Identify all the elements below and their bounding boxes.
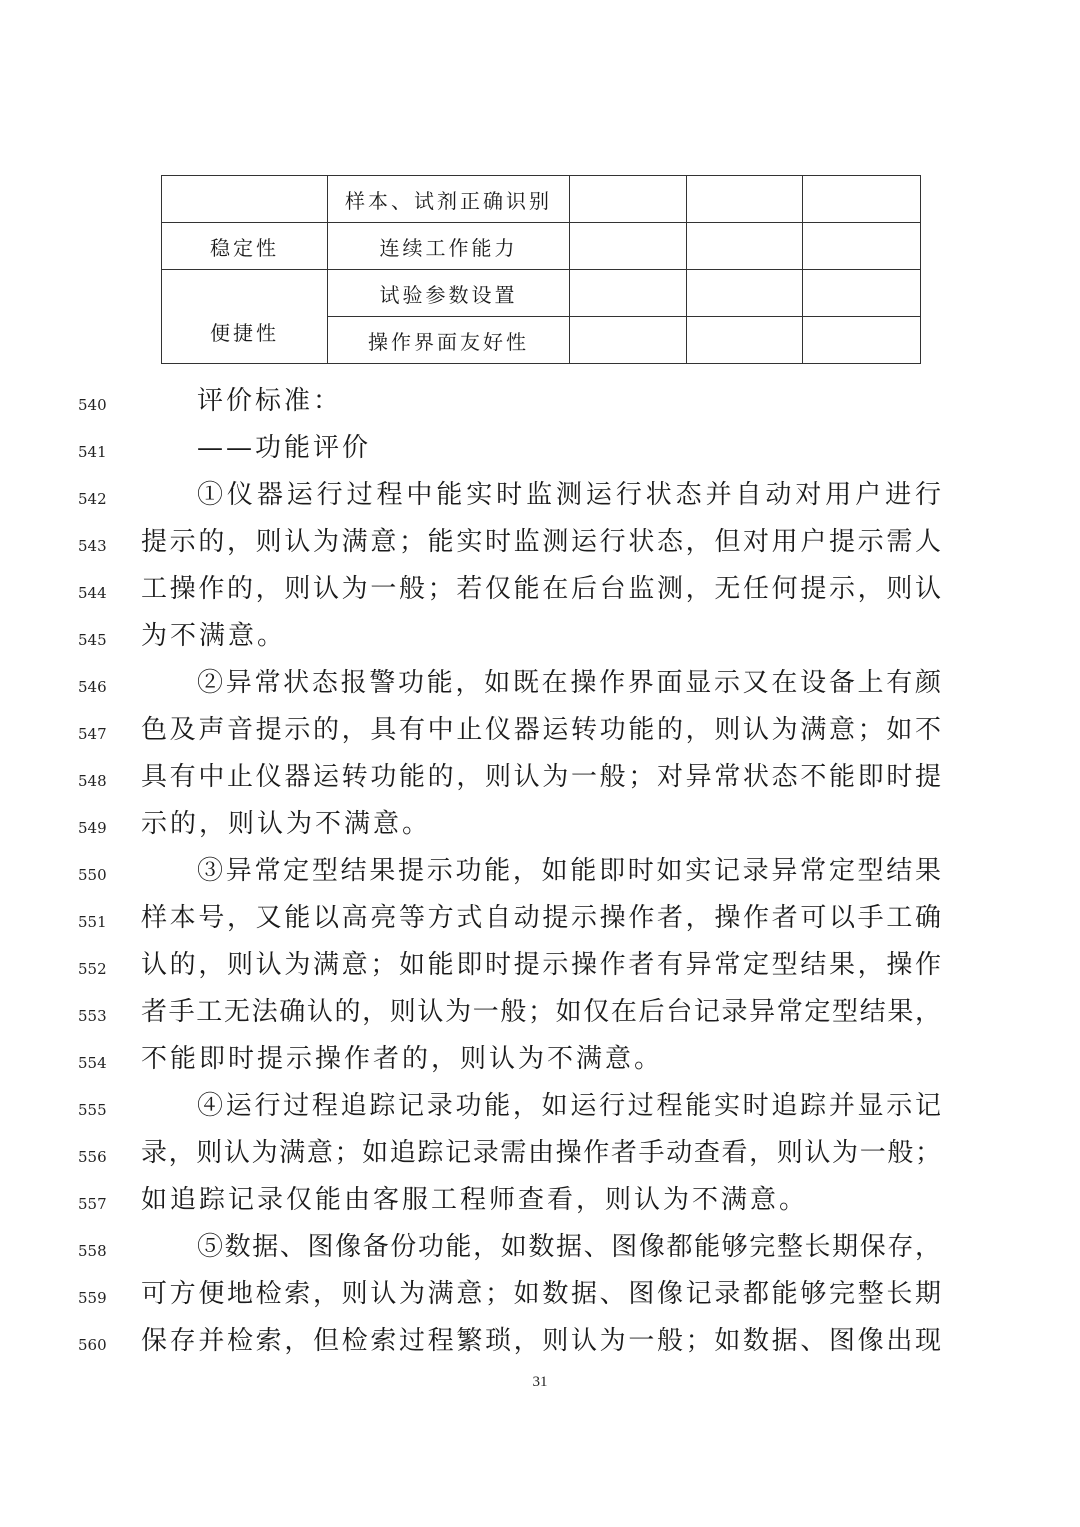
line-number: 542 (78, 490, 107, 508)
line-number: 540 (78, 396, 107, 414)
line-text: 者手工无法确认的，则认为一般；如仅在后台记录异常定型结果， (141, 997, 941, 1027)
table-row (162, 270, 921, 317)
table-score-cell (687, 223, 803, 270)
table-category-cell (162, 176, 328, 223)
table-score-cell (803, 176, 921, 223)
line-number: 547 (78, 725, 107, 743)
line-number: 544 (78, 584, 107, 602)
line-number: 546 (78, 678, 107, 696)
line-number: 545 (78, 631, 107, 649)
table-item-cell: 样本、试剂正确识别 (328, 176, 570, 223)
page-number: 31 (532, 1374, 548, 1390)
line-number: 558 (78, 1242, 107, 1260)
text-line (0, 946, 1080, 993)
line-text: 工操作的，则认为一般；若仅能在后台监测，无任何提示，则认 (141, 574, 941, 604)
line-text: ——功能评价 (197, 433, 372, 463)
table-category-cell (162, 270, 328, 364)
line-text: 样本号，又能以高亮等方式自动提示操作者，操作者可以手工确 (141, 903, 941, 933)
line-number: 549 (78, 819, 107, 837)
table-score-cell (687, 176, 803, 223)
table-score-cell (803, 317, 921, 364)
line-number: 552 (78, 960, 107, 978)
line-number: 556 (78, 1148, 107, 1166)
line-number: 555 (78, 1101, 107, 1119)
line-text: ④运行过程追踪记录功能，如运行过程能实时追踪并显示记 (197, 1091, 941, 1121)
line-text: ③异常定型结果提示功能，如能即时如实记录异常定型结果 (197, 856, 941, 886)
text-line (0, 1228, 1080, 1275)
text-line (0, 1134, 1080, 1181)
line-number: 543 (78, 537, 107, 555)
line-text: 具有中止仪器运转功能的，则认为一般；对异常状态不能即时提 (141, 762, 941, 792)
text-line (0, 617, 1080, 664)
line-text: 不能即时提示操作者的，则认为不满意。 (141, 1044, 664, 1074)
table-item-cell: 试验参数设置 (328, 270, 570, 317)
table-score-cell (570, 176, 687, 223)
text-line (0, 711, 1080, 758)
table-score-cell (803, 270, 921, 317)
line-text: 提示的，则认为满意；能实时监测运行状态，但对用户提示需人 (141, 527, 941, 557)
line-text: 色及声音提示的，具有中止仪器运转功能的，则认为满意；如不 (141, 715, 941, 745)
text-line (0, 758, 1080, 805)
text-line (0, 1322, 1080, 1369)
table-item-cell: 连续工作能力 (328, 223, 570, 270)
evaluation-table (161, 175, 921, 364)
table-score-cell (570, 223, 687, 270)
table-category-cell: 稳定性 (162, 223, 328, 270)
table-item-cell: 操作界面友好性 (328, 317, 570, 364)
line-number: 541 (78, 443, 107, 461)
text-line (0, 429, 1080, 476)
text-line (0, 570, 1080, 617)
table-score-cell (570, 317, 687, 364)
text-line (0, 664, 1080, 711)
text-line (0, 1181, 1080, 1228)
text-line (0, 523, 1080, 570)
line-number: 553 (78, 1007, 107, 1025)
table-category-text: 便捷性 (210, 321, 279, 345)
line-text: 示的，则认为不满意。 (141, 809, 432, 839)
line-text: ⑤数据、图像备份功能，如数据、图像都能够完整长期保存， (197, 1232, 941, 1262)
line-number: 550 (78, 866, 107, 884)
table-score-cell (687, 270, 803, 317)
text-line (0, 993, 1080, 1040)
text-line (0, 1275, 1080, 1322)
line-number: 551 (78, 913, 107, 931)
table-score-cell (803, 223, 921, 270)
line-text: 如追踪记录仅能由客服工程师查看，则认为不满意。 (141, 1185, 809, 1215)
line-number: 554 (78, 1054, 107, 1072)
table-score-cell (570, 270, 687, 317)
line-text: 认的，则认为满意；如能即时提示操作者有异常定型结果，操作 (141, 950, 941, 980)
line-number: 557 (78, 1195, 107, 1213)
line-text: ①仪器运行过程中能实时监测运行状态并自动对用户进行 (197, 480, 941, 510)
text-line (0, 899, 1080, 946)
line-number: 548 (78, 772, 107, 790)
line-text: 可方便地检索，则认为满意；如数据、图像记录都能够完整长期 (141, 1279, 941, 1309)
line-text: 评价标准： (197, 386, 343, 416)
line-number: 559 (78, 1289, 107, 1307)
line-text: 录，则认为满意；如追踪记录需由操作者手动查看，则认为一般； (141, 1138, 941, 1168)
line-text: 保存并检索，但检索过程繁琐，则认为一般；如数据、图像出现 (141, 1326, 941, 1356)
line-number: 560 (78, 1336, 107, 1354)
text-line (0, 1087, 1080, 1134)
line-text: 为不满意。 (141, 621, 287, 651)
line-text: ②异常状态报警功能，如既在操作界面显示又在设备上有颜 (197, 668, 941, 698)
table-row (162, 223, 921, 270)
table-score-cell (687, 317, 803, 364)
text-line (0, 852, 1080, 899)
table-row (162, 176, 921, 223)
text-line (0, 805, 1080, 852)
text-line (0, 382, 1080, 429)
text-line (0, 476, 1080, 523)
text-line (0, 1040, 1080, 1087)
